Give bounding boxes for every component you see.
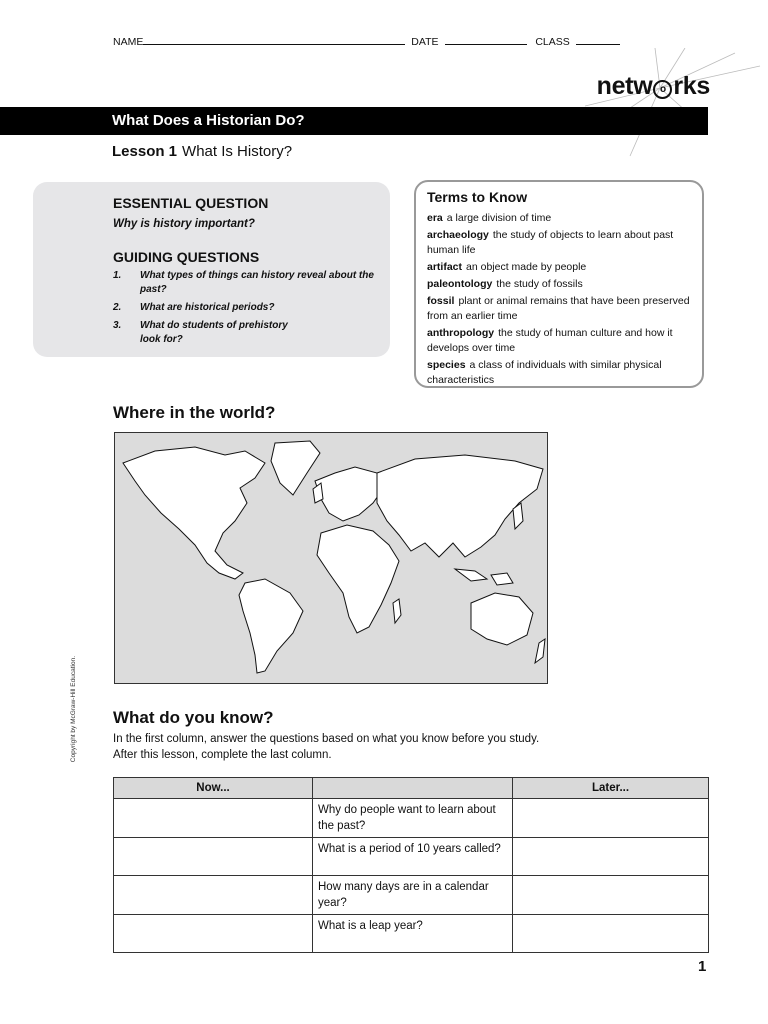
terms-to-know-box: [414, 180, 704, 388]
term-item: species a class of individuals with similar physical characteristics: [427, 359, 662, 386]
column-header-later: Later...: [513, 778, 709, 799]
now-answer-cell[interactable]: [114, 838, 313, 876]
table-row: [114, 876, 709, 915]
name-label: NAME: [113, 36, 144, 48]
lesson-title: What Is History?: [182, 143, 293, 160]
networks-logo: netw o rks: [596, 72, 710, 100]
later-answer-cell[interactable]: [513, 915, 709, 953]
know-instructions: In the first column, answer the questions based on what you know before you study. After this lesson, complete the last column.: [113, 733, 540, 761]
world-map-outline: [115, 433, 547, 683]
question-cell: What is a period of 10 years called?: [313, 838, 513, 876]
class-field[interactable]: [576, 34, 620, 45]
world-map: [114, 432, 548, 684]
lesson-heading: [112, 143, 292, 160]
now-answer-cell[interactable]: [114, 915, 313, 953]
now-answer-cell[interactable]: [114, 876, 313, 915]
table-row: [114, 915, 709, 953]
table-row: [114, 838, 709, 876]
term-item: fossil plant or animal remains that have been preserved from an earlier time: [427, 295, 690, 322]
date-label: DATE: [411, 36, 439, 48]
later-answer-cell[interactable]: [513, 799, 709, 838]
term-item: anthropology the study of human culture and how it develops over time: [427, 327, 673, 354]
date-field[interactable]: [445, 34, 527, 45]
later-answer-cell[interactable]: [513, 838, 709, 876]
lesson-number: Lesson 1: [112, 143, 178, 160]
guiding-questions-list: [113, 269, 385, 351]
page-number: 1: [698, 958, 707, 975]
term-item: paleontology the study of fossils: [427, 278, 583, 290]
terms-heading: Terms to Know: [427, 189, 528, 205]
later-answer-cell[interactable]: [513, 876, 709, 915]
page-title: What Does a Historian Do?: [112, 112, 305, 129]
guiding-heading: GUIDING QUESTIONS: [113, 249, 260, 265]
guiding-question: 3. What do students of prehistory look for?: [113, 320, 288, 345]
guiding-question: 1. What types of things can history reveal about the past?: [113, 270, 374, 295]
guiding-question: 2. What are historical periods?: [113, 302, 275, 313]
term-item: era a large division of time: [427, 212, 552, 224]
essential-question: Why is history important?: [113, 218, 255, 230]
column-header-questions: [313, 778, 513, 799]
column-header-now: Now...: [114, 778, 313, 799]
table-row: [114, 799, 709, 838]
question-cell: What is a leap year?: [313, 915, 513, 953]
class-label: CLASS: [535, 36, 570, 48]
where-heading: Where in the world?: [113, 403, 276, 422]
essential-heading: ESSENTIAL QUESTION: [113, 195, 269, 211]
copyright-note: Copyright by McGraw-Hill Education.: [70, 656, 77, 763]
term-item: artifact an object made by people: [427, 261, 587, 273]
essential-question-box: [33, 182, 390, 357]
question-cell: How many days are in a calendar year?: [313, 876, 513, 915]
now-answer-cell[interactable]: [114, 799, 313, 838]
student-info-line: [113, 34, 633, 48]
starburst-decoration: [585, 48, 765, 158]
know-heading: What do you know?: [113, 708, 274, 727]
title-bar: [0, 107, 708, 135]
name-field[interactable]: [143, 34, 405, 45]
terms-list: [427, 211, 699, 390]
question-cell: Why do people want to learn about the past?: [313, 799, 513, 838]
now-later-table: [113, 777, 709, 953]
globe-icon: o: [653, 80, 672, 99]
term-item: archaeology the study of objects to learn about past human life: [427, 229, 674, 256]
